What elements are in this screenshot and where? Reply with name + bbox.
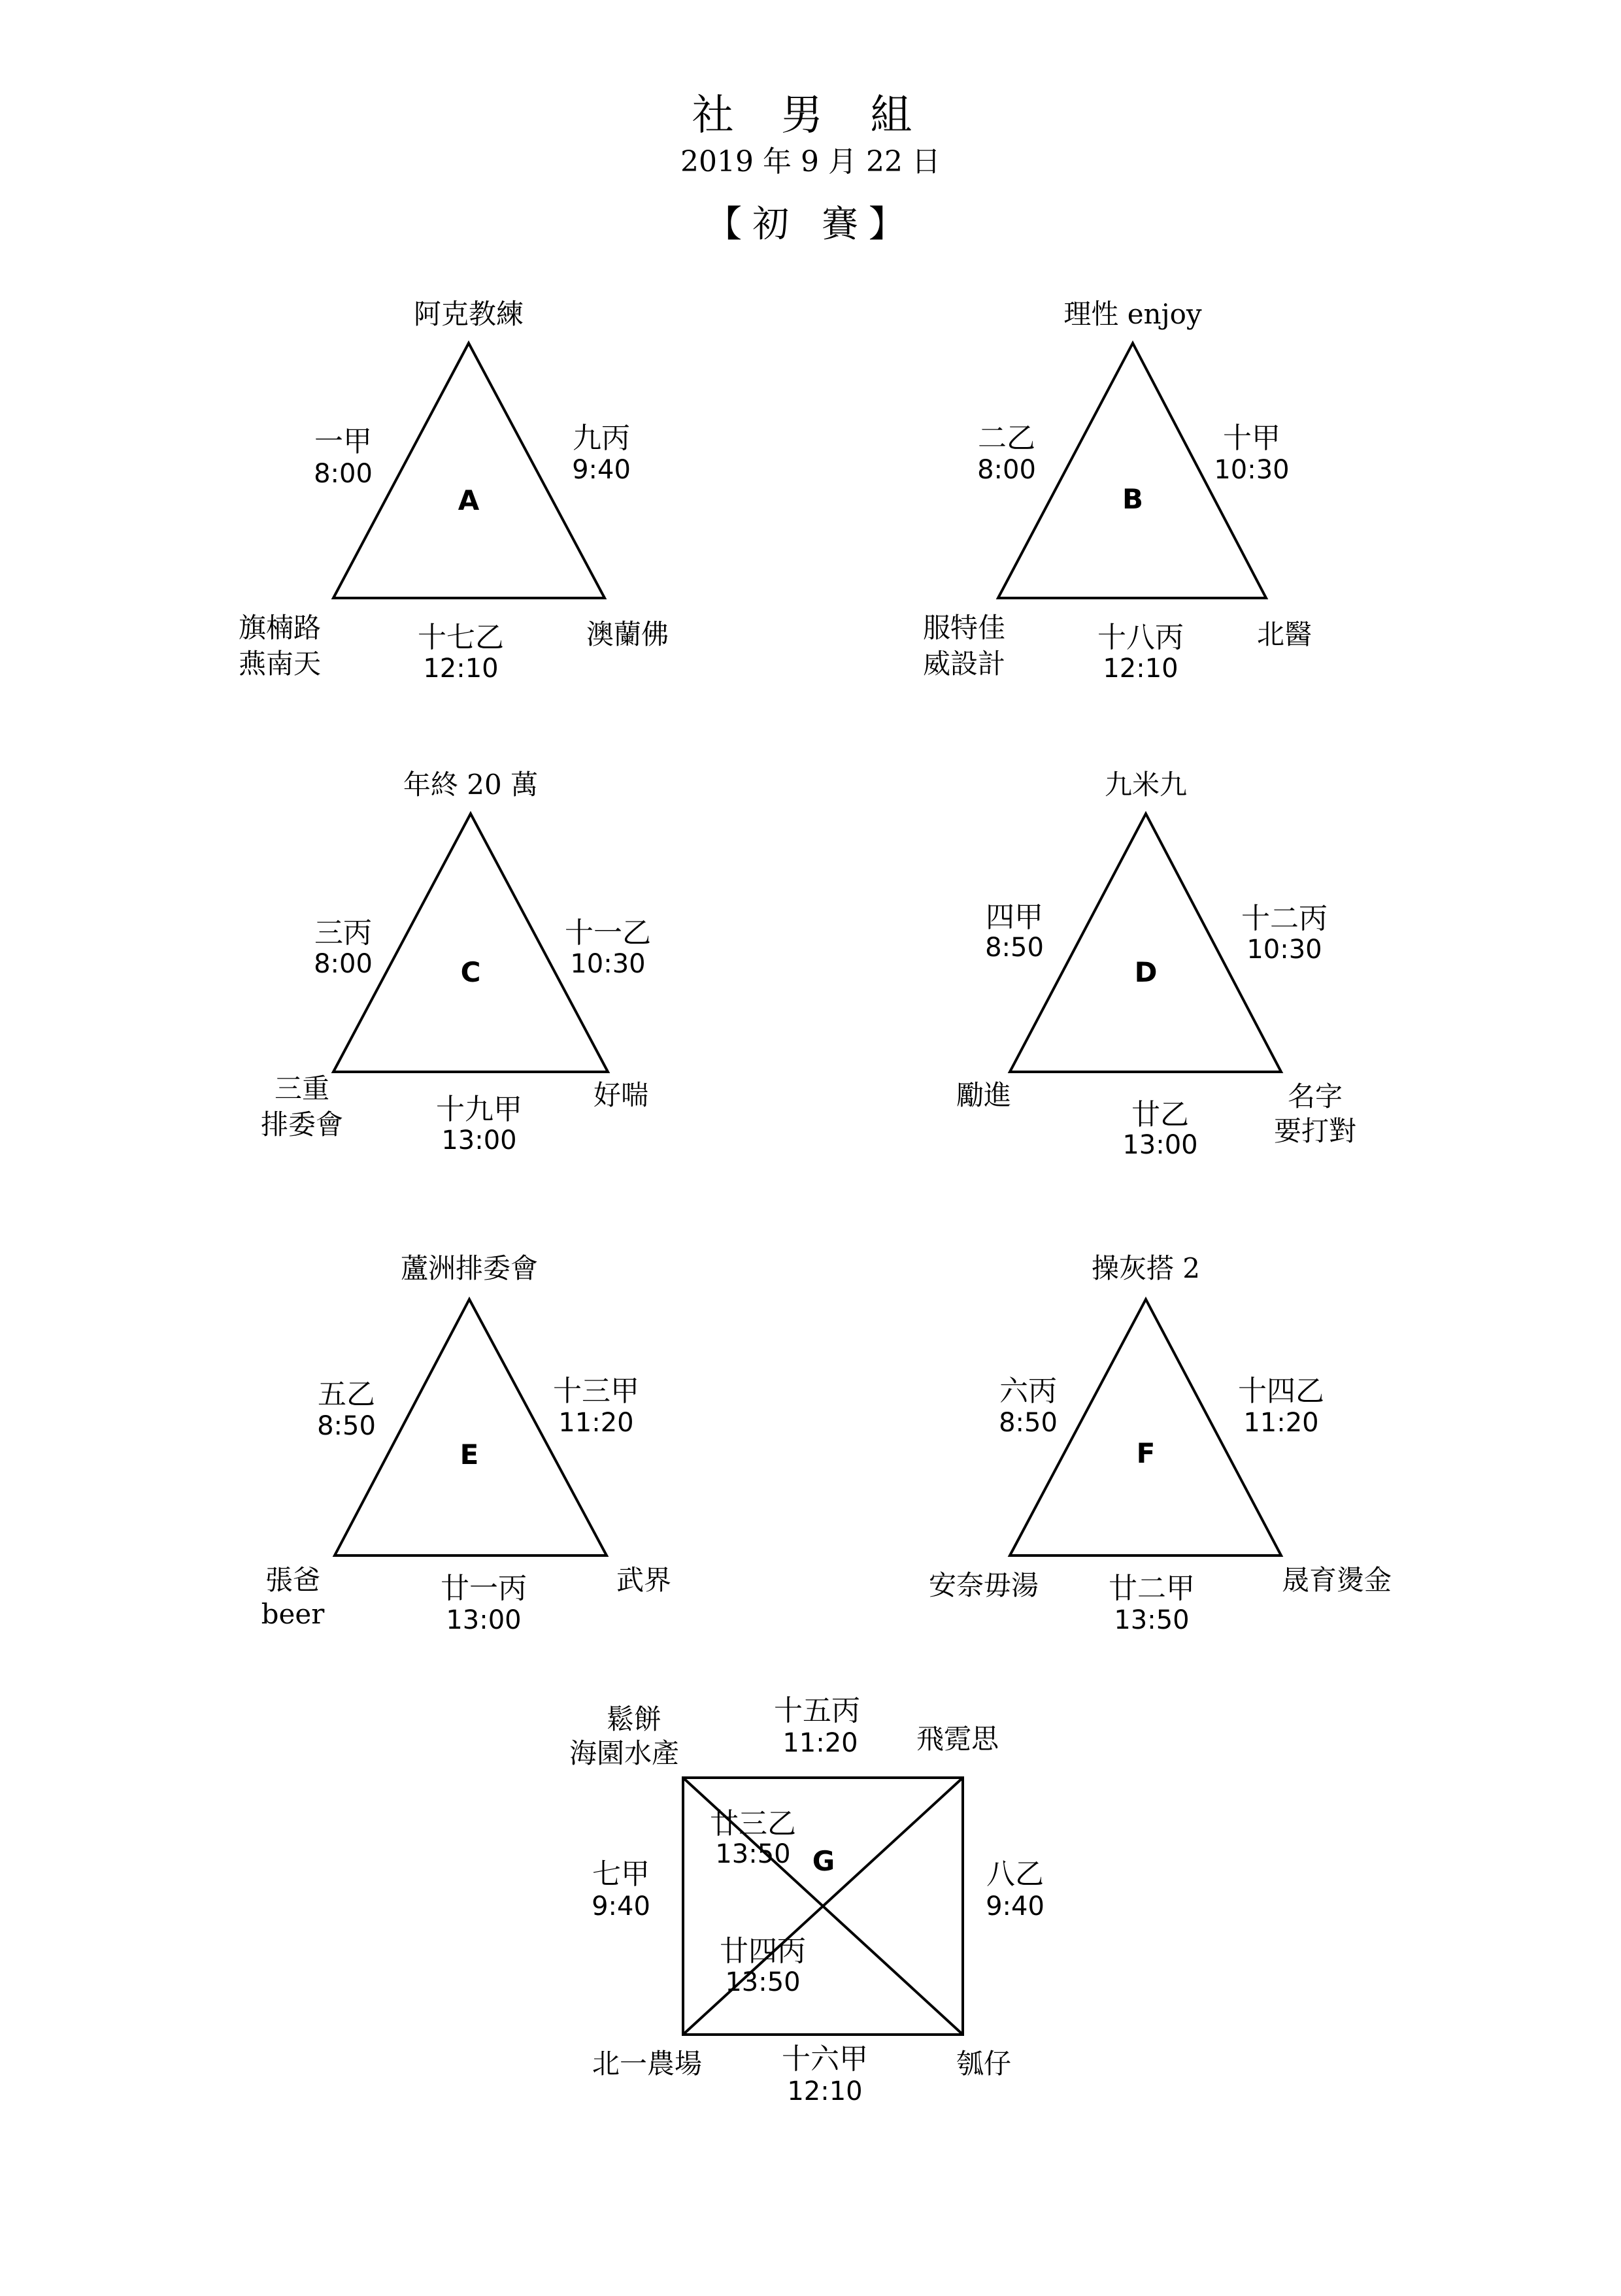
group-d-right-team-line2: 要打對 — [1273, 1115, 1357, 1147]
group-b-left-match-time: 8:00 — [977, 455, 1036, 485]
group-e-top-team: 蘆洲排委會 — [400, 1252, 539, 1284]
group-a-right-team: 澳蘭佛 — [586, 618, 669, 650]
group-b-bottom-match-label: 十八丙 — [1097, 621, 1184, 654]
group-a-right-match-time: 9:40 — [572, 455, 631, 485]
group-c-bottom-match-time: 13:00 — [441, 1125, 517, 1156]
group-g-diag1-match-time: 13:50 — [715, 1839, 791, 1869]
group-e-left-team-line1: 張爸 — [265, 1564, 321, 1596]
group-b — [923, 298, 1312, 684]
group-g-bottom-match-label: 十六甲 — [782, 2042, 868, 2076]
group-e-left-match-label: 五乙 — [318, 1378, 375, 1411]
group-a-right-match-label: 九丙 — [573, 422, 630, 455]
group-b-right-team: 北醫 — [1256, 618, 1312, 650]
group-c-left-match-time: 8:00 — [314, 949, 373, 979]
group-f-bottom-match-label: 廿二甲 — [1109, 1572, 1195, 1605]
group-e-letter: E — [460, 1439, 479, 1471]
group-g-diag1-match-label: 廿三乙 — [710, 1807, 796, 1840]
group-f-left-match-time: 8:50 — [999, 1408, 1058, 1438]
group-a-letter: A — [458, 484, 480, 516]
group-g-top-left-team-line2: 海園水產 — [569, 1737, 680, 1769]
group-g-top-match-time: 11:20 — [782, 1728, 858, 1758]
group-d-left-match-label: 四甲 — [986, 901, 1043, 934]
group-b-top-team: 理性 enjoy — [1063, 298, 1202, 330]
group-a-left-team-line2: 燕南天 — [238, 648, 322, 680]
group-a-bottom-match-time: 12:10 — [423, 654, 499, 684]
group-d-right-match-time: 10:30 — [1246, 935, 1322, 965]
group-f-right-match-time: 11:20 — [1243, 1408, 1319, 1438]
group-c-left-team-line2: 排委會 — [260, 1108, 344, 1140]
group-c-top-team: 年終 20 萬 — [403, 769, 539, 801]
group-d-left-match-time: 8:50 — [985, 933, 1044, 963]
group-a-left-team-line1: 旗楠路 — [238, 612, 322, 644]
group-g-top-right-team: 飛霓思 — [916, 1723, 999, 1755]
round-label: 【初 賽】 — [705, 203, 916, 246]
group-d-triangle — [1010, 814, 1281, 1072]
group-f-bottom-match-time: 13:50 — [1114, 1605, 1190, 1635]
group-e-bottom-match-label: 廿一丙 — [441, 1572, 527, 1605]
group-d-top-team: 九米九 — [1104, 769, 1188, 801]
group-e-right-match-label: 十三甲 — [553, 1374, 639, 1408]
group-b-right-match-time: 10:30 — [1214, 455, 1290, 485]
group-f-right-team: 晟育燙金 — [1281, 1564, 1392, 1596]
group-b-bottom-match-time: 12:10 — [1103, 654, 1178, 684]
group-c-right-team: 好喘 — [593, 1079, 649, 1111]
group-d-left-team: 勵進 — [956, 1079, 1012, 1111]
group-f-letter: F — [1136, 1437, 1156, 1469]
group-c-right-match-label: 十一乙 — [565, 916, 651, 950]
event-date: 2019 年 9 月 22 日 — [680, 145, 941, 178]
group-d-letter: D — [1134, 956, 1158, 988]
group-c-bottom-match-label: 十九甲 — [436, 1093, 522, 1126]
group-g-bottom-left-team: 北一農場 — [592, 2048, 703, 2080]
group-b-left-team-line1: 服特佳 — [922, 612, 1006, 644]
group-a-bottom-match-label: 十七乙 — [418, 621, 504, 654]
group-g-top-left-team-line1: 鬆餅 — [606, 1703, 662, 1735]
group-f — [929, 1252, 1392, 1635]
group-c — [261, 769, 651, 1156]
group-d-right-team-line1: 名字 — [1287, 1080, 1343, 1112]
group-g-diag2-match-time: 13:50 — [725, 1967, 801, 1997]
group-g — [569, 1694, 1044, 2106]
group-a-left-match-label: 一甲 — [314, 425, 372, 458]
group-f-left-match-label: 六丙 — [999, 1374, 1057, 1408]
group-f-right-match-label: 十四乙 — [1238, 1374, 1324, 1408]
group-e-bottom-match-time: 13:00 — [446, 1605, 522, 1635]
group-c-right-match-time: 10:30 — [570, 949, 646, 979]
group-a-left-match-time: 8:00 — [314, 459, 373, 489]
group-g-bottom-right-team: 瓠仔 — [956, 2048, 1012, 2080]
group-c-left-team-line1: 三重 — [274, 1073, 330, 1105]
group-e-right-team: 武界 — [616, 1564, 672, 1596]
group-e-right-match-time: 11:20 — [558, 1408, 634, 1438]
group-c-letter: C — [460, 956, 481, 988]
group-g-top-match-label: 十五丙 — [774, 1694, 860, 1727]
group-e-left-team-line2: beer — [261, 1598, 325, 1630]
group-f-left-team: 安奈毋湯 — [928, 1569, 1039, 1601]
group-g-bottom-match-time: 12:10 — [787, 2076, 863, 2106]
group-d-bottom-match-label: 廿乙 — [1131, 1098, 1189, 1131]
group-b-left-team-line2: 威設計 — [922, 648, 1006, 680]
group-g-letter: G — [812, 1845, 835, 1877]
group-b-letter: B — [1122, 483, 1144, 515]
group-e — [261, 1252, 671, 1635]
group-c-left-match-label: 三丙 — [314, 916, 372, 950]
group-g-left-match-label: 七甲 — [592, 1857, 650, 1891]
group-b-left-match-label: 二乙 — [978, 422, 1035, 455]
group-b-right-match-label: 十甲 — [1223, 422, 1280, 455]
group-d-bottom-match-time: 13:00 — [1122, 1130, 1198, 1160]
group-a — [239, 298, 669, 684]
page-title: 社 男 組 — [692, 92, 929, 140]
group-a-triangle — [333, 343, 605, 598]
group-e-left-match-time: 8:50 — [317, 1411, 376, 1441]
group-g-diag2-match-label: 廿四丙 — [720, 1935, 806, 1968]
group-d — [956, 769, 1356, 1160]
group-g-right-match-label: 八乙 — [986, 1857, 1044, 1891]
group-a-top-team: 阿克教練 — [413, 298, 524, 330]
group-g-right-match-time: 9:40 — [986, 1891, 1044, 1922]
group-f-top-team: 操灰搭 2 — [1091, 1252, 1201, 1284]
group-d-right-match-label: 十二丙 — [1241, 902, 1328, 935]
group-g-left-match-time: 9:40 — [592, 1891, 650, 1922]
